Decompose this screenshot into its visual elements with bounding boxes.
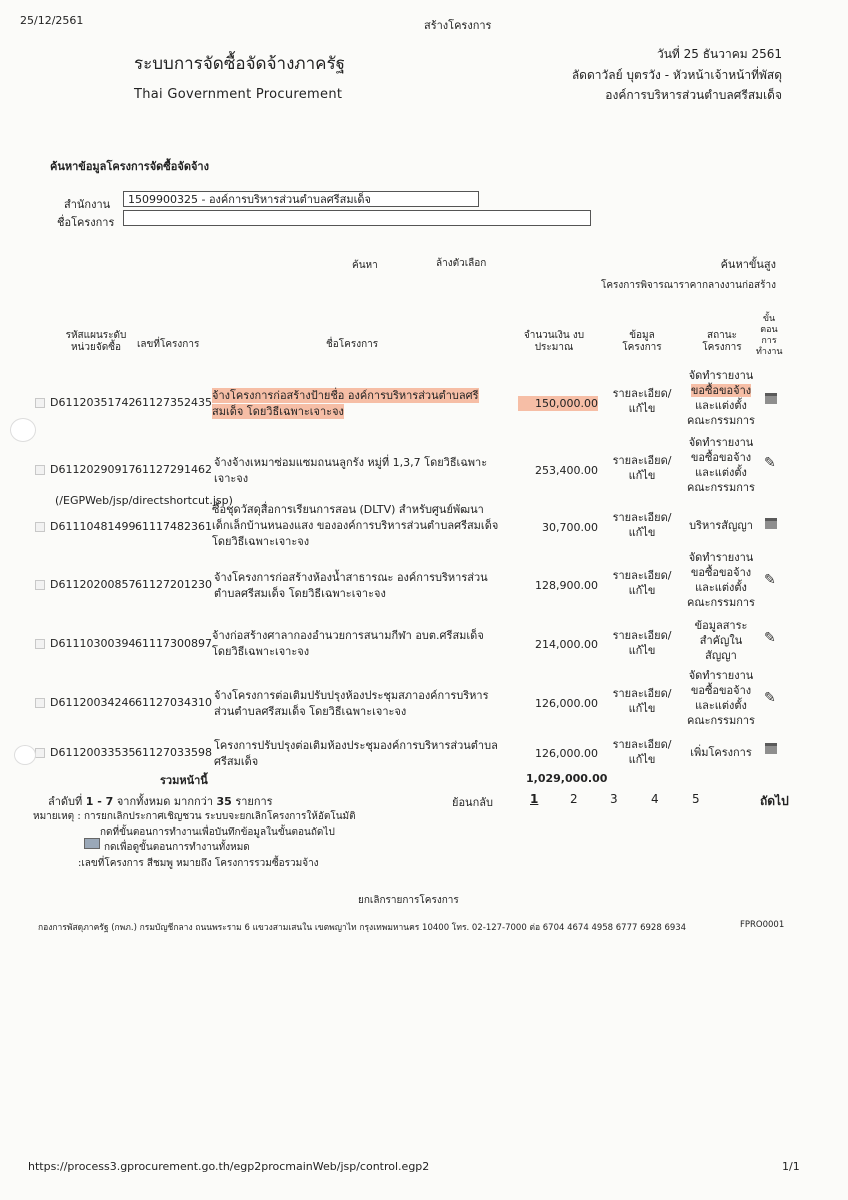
budget-amount: 150,000.00: [518, 396, 598, 411]
system-name-en: Thai Government Procurement: [134, 87, 343, 102]
pen-icon[interactable]: ✎: [764, 690, 776, 706]
page-4[interactable]: 4: [651, 792, 659, 806]
search-button[interactable]: ค้นหา: [352, 260, 378, 271]
status-line[interactable]: และแต่งตั้ง: [695, 699, 747, 712]
status-line[interactable]: คณะกรรมการ: [687, 714, 755, 727]
info-link-line2[interactable]: แก้ไข: [628, 526, 656, 539]
project-name-line1: โครงการปรับปรุงต่อเติมห้องประชุมองค์การบริหารส่วนตำบล: [214, 739, 498, 752]
header-status: สถานะ โครงการ: [702, 330, 742, 353]
pager-next[interactable]: ถัดไป: [760, 794, 789, 808]
info-link[interactable]: [610, 510, 674, 540]
status-link[interactable]: [686, 368, 756, 428]
project-name-line3: โดยวิธีเฉพาะเจาะจง: [212, 535, 310, 548]
header-budget: จำนวนเงิน งบประมาณ: [523, 330, 585, 353]
project-name-field[interactable]: [123, 210, 591, 226]
status-line[interactable]: คณะกรรมการ: [687, 596, 755, 609]
project-no: 61127291462: [135, 463, 212, 476]
footer-code: FPRO0001: [740, 920, 785, 930]
note-line4: :เลขที่โครงการ สีชมพู หมายถึง โครงการรวมซื้อรวมจ้าง: [78, 858, 319, 869]
plan-no: D61120033535: [50, 746, 136, 759]
row-checkbox[interactable]: [35, 748, 45, 758]
note-line1: การยกเลิกประกาศเชิญชวน ระบบจะยกเลิกโครงการให้อัตโนมัติ: [84, 811, 356, 822]
status-link[interactable]: [686, 518, 756, 533]
project-name-line2: เด็กเล็กบ้านหนองแสง ขององค์การบริหารส่วนตำบลศรีสมเด็จ: [212, 519, 499, 532]
status-line[interactable]: สำคัญใน: [699, 634, 743, 647]
header-project-name: ชื่อโครงการ: [326, 339, 379, 350]
project-name-line1: จ้างโครงการก่อสร้างห้องน้ำสาธารณะ องค์การบริหารส่วน: [214, 571, 488, 584]
status-line[interactable]: คณะกรรมการ: [687, 481, 755, 494]
pager-suffix: รายการ: [235, 795, 273, 808]
user-org: องค์การบริหารส่วนตำบลศรีสมเด็จ: [605, 88, 782, 102]
advanced-search-link[interactable]: ค้นหาขั้นสูง: [720, 258, 776, 271]
pen-icon[interactable]: ✎: [764, 572, 776, 588]
system-name-th: ระบบการจัดซื้อจัดจ้างภาครัฐ: [134, 54, 346, 74]
budget-amount: 253,400.00: [535, 464, 598, 477]
project-name-line1: จ้างโครงการต่อเติมปรับปรุงห้องประชุมสภาองค์การบริหาร: [214, 689, 489, 702]
status-line[interactable]: คณะกรรมการ: [687, 414, 755, 427]
header-plan-no: รหัสแผนระดับ หน่วยจัดซื้อ: [65, 330, 127, 353]
search-title: ค้นหาข้อมูลโครงการจัดซื้อจัดจ้าง: [50, 160, 209, 173]
status-line[interactable]: สัญญา: [705, 649, 737, 662]
status-line[interactable]: ขอซื้อขอจ้าง: [690, 684, 752, 697]
total-label: รวมหน้านี้: [160, 774, 208, 787]
project-name-line1: จ้างโครงการก่อสร้างป้ายชื่อ องค์การบริหารส่วนตำบลศรี: [212, 389, 479, 402]
info-link[interactable]: [610, 568, 674, 598]
project-no: 61127201230: [135, 578, 212, 591]
pager-summary: [48, 792, 273, 810]
status-link[interactable]: [686, 550, 756, 610]
info-link-line1[interactable]: รายละเอียด/: [612, 569, 672, 582]
project-no: 61127352435: [135, 396, 212, 409]
info-link-line2[interactable]: แก้ไข: [628, 702, 656, 715]
plan-no: D61110300394: [50, 637, 136, 650]
project-name-line1: ซื้อชุดวัสดุสื่อการเรียนการสอน (DLTV) สำหรับศูนย์พัฒนา: [212, 503, 484, 516]
row-checkbox[interactable]: [35, 398, 45, 408]
page-1[interactable]: 1: [530, 792, 539, 806]
status-line[interactable]: จัดทำรายงาน: [688, 551, 754, 564]
status-line[interactable]: และแต่งตั้ง: [695, 399, 747, 412]
info-link[interactable]: [610, 686, 674, 716]
row-checkbox[interactable]: [35, 465, 45, 475]
info-link-line1[interactable]: รายละเอียด/: [612, 387, 672, 400]
status-line[interactable]: ขอซื้อขอจ้าง: [690, 451, 752, 464]
print-title: สร้างโครงการ: [424, 19, 492, 32]
project-name-line2: เจาะจง: [214, 472, 249, 485]
doc-icon[interactable]: [765, 743, 777, 754]
print-page-number: 1/1: [782, 1160, 800, 1173]
pen-icon[interactable]: ✎: [764, 630, 776, 646]
info-link-line2[interactable]: แก้ไข: [628, 469, 656, 482]
pager-count: 35: [216, 795, 232, 808]
status-line[interactable]: ขอซื้อขอจ้าง: [690, 384, 752, 397]
status-line[interactable]: เพิ่มโครงการ: [690, 746, 752, 759]
scan-hole: [10, 418, 36, 442]
footer-address: กองการพัสดุภาครัฐ (กพภ.) กรมบัญชีกลาง ถนนพระราม 6 แขวงสามเสนใน เขตพญาไท กรุงเทพมหานคร 10400 โทร. 02-127-7000 ต่อ 6704 4674 4958 6777 6928 6934: [38, 923, 687, 933]
row-checkbox[interactable]: [35, 639, 45, 649]
budget-amount: 126,000.00: [535, 747, 598, 760]
pager-back[interactable]: ย้อนกลับ: [452, 796, 493, 809]
info-link-line2[interactable]: แก้ไข: [628, 644, 656, 657]
print-date: 25/12/2561: [20, 14, 84, 27]
project-no: 61127033598: [135, 746, 212, 759]
page-2[interactable]: 2: [570, 792, 578, 806]
office-field[interactable]: 1509900325 - องค์การบริหารส่วนตำบลศรีสมเด็จ: [123, 191, 479, 207]
scan-hole: [14, 745, 36, 765]
header-project-no: เลขที่โครงการ: [137, 339, 200, 350]
pager-prefix: ลำดับที่: [48, 795, 83, 808]
project-name-line2: ศรีสมเด็จ: [214, 755, 259, 768]
status-link[interactable]: [686, 618, 756, 663]
budget-amount: 30,700.00: [542, 521, 598, 534]
project-no: 61117482361: [135, 520, 212, 533]
row-checkbox[interactable]: [35, 698, 45, 708]
project-name-line1: จ้างก่อสร้างศาลากองอำนวยการสนามกีฬา อบต.ศรีสมเด็จ: [212, 629, 484, 642]
status-line[interactable]: บริหารสัญญา: [689, 519, 753, 532]
plan-no: D61110481499: [50, 520, 136, 533]
project-name-line2: ตำบลศรีสมเด็จ โดยวิธีเฉพาะเจาะจง: [214, 587, 386, 600]
budget-amount: 128,900.00: [535, 579, 598, 592]
note-line3: กดเพื่อดูขั้นตอนการทำงานทั้งหมด: [104, 842, 250, 853]
print-url: https://process3.gprocurement.go.th/egp2procmainWeb/jsp/control.egp2: [28, 1160, 430, 1173]
info-link-line1[interactable]: รายละเอียด/: [612, 511, 672, 524]
plan-no: D61120200857: [50, 578, 136, 591]
plan-no: D61120034246: [50, 696, 136, 709]
budget-amount: 126,000.00: [535, 697, 598, 710]
user-date: วันที่ 25 ธันวาคม 2561: [656, 47, 782, 61]
project-no: 61127034310: [135, 696, 212, 709]
page-3[interactable]: 3: [610, 792, 618, 806]
info-link-line2[interactable]: แก้ไข: [628, 753, 656, 766]
status-line[interactable]: และแต่งตั้ง: [695, 466, 747, 479]
info-link[interactable]: [610, 453, 674, 483]
doc-icon[interactable]: [765, 518, 777, 529]
budget-amount: 214,000.00: [535, 638, 598, 651]
row-checkbox[interactable]: [35, 580, 45, 590]
status-line[interactable]: ข้อมูลสาระ: [694, 619, 748, 632]
project-name-line1: จ้างจ้างเหมาซ่อมแซมถนนลูกรัง หมู่ที่ 1,3,7 โดยวิธีเฉพาะ: [214, 456, 488, 469]
plan-no: D61120351742: [50, 396, 136, 409]
url-overlay: (/EGPWeb/jsp/directshortcut.jsp): [55, 494, 233, 507]
info-link[interactable]: [610, 737, 674, 767]
clear-button[interactable]: ล้างตัวเลือก: [436, 258, 487, 269]
mid-price-link[interactable]: โครงการพิจารณาราคากลางงานก่อสร้าง: [600, 280, 776, 291]
pager-mid: จากทั้งหมด มากกว่า: [116, 795, 213, 808]
doc-icon[interactable]: [765, 393, 777, 404]
info-link-line1[interactable]: รายละเอียด/: [612, 454, 672, 467]
info-link-line2[interactable]: แก้ไข: [628, 402, 656, 415]
project-name-line2: โดยวิธีเฉพาะเจาะจง: [212, 645, 310, 658]
status-line[interactable]: จัดทำรายงาน: [688, 436, 754, 449]
project-name-line2: ส่วนตำบลศรีสมเด็จ โดยวิธีเฉพาะเจาะจง: [214, 705, 407, 718]
info-link[interactable]: [610, 386, 674, 416]
status-line[interactable]: จัดทำรายงาน: [688, 669, 754, 682]
status-link[interactable]: [686, 435, 756, 495]
project-name-line2: สมเด็จ โดยวิธีเฉพาะเจาะจง: [212, 405, 344, 418]
row-checkbox[interactable]: [35, 522, 45, 532]
user-name: ลัดดาวัลย์ บุตรวัง - หัวหน้าเจ้าหน้าที่พัสดุ: [571, 68, 782, 82]
info-link-line1[interactable]: รายละเอียด/: [612, 738, 672, 751]
status-line[interactable]: จัดทำรายงาน: [688, 369, 754, 382]
project-name-label: ชื่อโครงการ: [57, 216, 115, 229]
pager-range: 1 - 7: [85, 795, 114, 808]
info-link-line2[interactable]: แก้ไข: [628, 584, 656, 597]
status-line[interactable]: ขอซื้อขอจ้าง: [690, 566, 752, 579]
cancel-projects-link[interactable]: ยกเลิกรายการโครงการ: [358, 895, 459, 906]
status-line[interactable]: และแต่งตั้ง: [695, 581, 747, 594]
header-info: ข้อมูล โครงการ: [622, 330, 662, 353]
total-value: 1,029,000.00: [526, 772, 608, 785]
plan-no: D61120290917: [50, 463, 136, 476]
workflow-icon[interactable]: [84, 838, 100, 849]
project-no: 61117300897: [135, 637, 212, 650]
office-label: สำนักงาน: [64, 198, 111, 211]
notes-label: หมายเหตุ :: [33, 811, 81, 822]
page-5[interactable]: 5: [692, 792, 700, 806]
note-line2: กดที่ขั้นตอนการทำงานเพื่อบันทึกข้อมูลในขั้นตอนถัดไป: [100, 827, 335, 838]
info-link[interactable]: [610, 628, 674, 658]
status-link[interactable]: [686, 745, 756, 760]
status-link[interactable]: [686, 668, 756, 728]
info-link-line1[interactable]: รายละเอียด/: [612, 687, 672, 700]
header-step: ขั้น ตอน การ ทำงาน: [756, 314, 783, 357]
info-link-line1[interactable]: รายละเอียด/: [612, 629, 672, 642]
pen-icon[interactable]: ✎: [764, 455, 776, 471]
